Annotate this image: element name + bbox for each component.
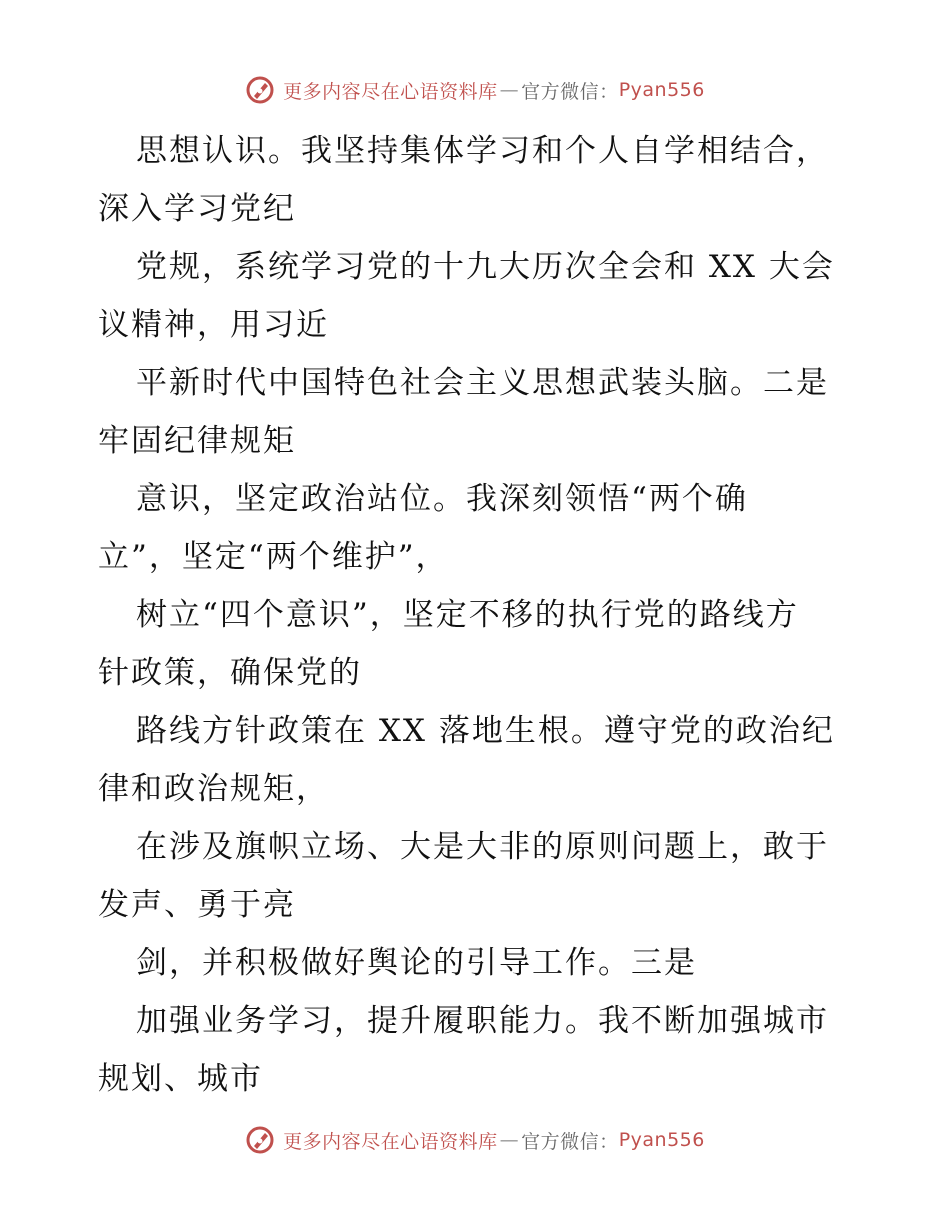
- text-line-5: 平新时代中国特色社会主义思想武装头脑。二是: [136, 365, 829, 401]
- watermark-main-text: 更多内容尽在心语资料库: [283, 80, 498, 103]
- header-watermark: [0, 70, 950, 110]
- text-line-9: 树立“四个意识”，坚定不移的执行党的路线方: [136, 597, 799, 633]
- text-line-11: 路线方针政策在 XX 落地生根。遵守党的政治纪: [136, 713, 835, 749]
- watermark-main-text: 更多内容尽在心语资料库: [283, 1130, 498, 1153]
- text-line-17: 规划、城市: [98, 1061, 263, 1097]
- text-line-8: 立”，坚定“两个维护”，: [98, 539, 449, 575]
- document-body: [98, 122, 858, 1108]
- text-line-10: 针政策，确保党的: [98, 655, 362, 691]
- text-line-12: 律和政治规矩，: [98, 771, 329, 807]
- text-line-14: 发声、勇于亮: [98, 887, 296, 923]
- text-line-6: 牢固纪律规矩: [98, 423, 296, 459]
- text-line-16: 加强业务学习，提升履职能力。我不断加强城市: [136, 1003, 829, 1039]
- text-line-13: 在涉及旗帜立场、大是大非的原则问题上，敢于: [136, 829, 829, 865]
- watermark-label: 官方微信：: [521, 1130, 619, 1153]
- watermark-label: 官方微信：: [521, 80, 619, 103]
- watermark-account: Pyan556: [618, 79, 705, 101]
- text-line-3: 党规，系统学习党的十九大历次全会和 XX 大会: [136, 249, 835, 285]
- text-line-4: 议精神，用习近: [98, 307, 329, 343]
- text-line-15: 剑，并积极做好舆论的引导工作。三是: [136, 945, 697, 981]
- watermark-account: Pyan556: [618, 1129, 705, 1151]
- text-line-2: 深入学习党纪: [98, 191, 296, 227]
- pen-logo-icon: [245, 1125, 275, 1155]
- footer-watermark: [0, 1120, 950, 1160]
- watermark-dash: —: [499, 79, 520, 101]
- watermark-dash: —: [499, 1129, 520, 1151]
- pen-logo-icon: [245, 75, 275, 105]
- text-line-1: 思想认识。我坚持集体学习和个人自学相结合，: [136, 133, 829, 169]
- text-line-7: 意识，坚定政治站位。我深刻领悟“两个确: [136, 481, 748, 517]
